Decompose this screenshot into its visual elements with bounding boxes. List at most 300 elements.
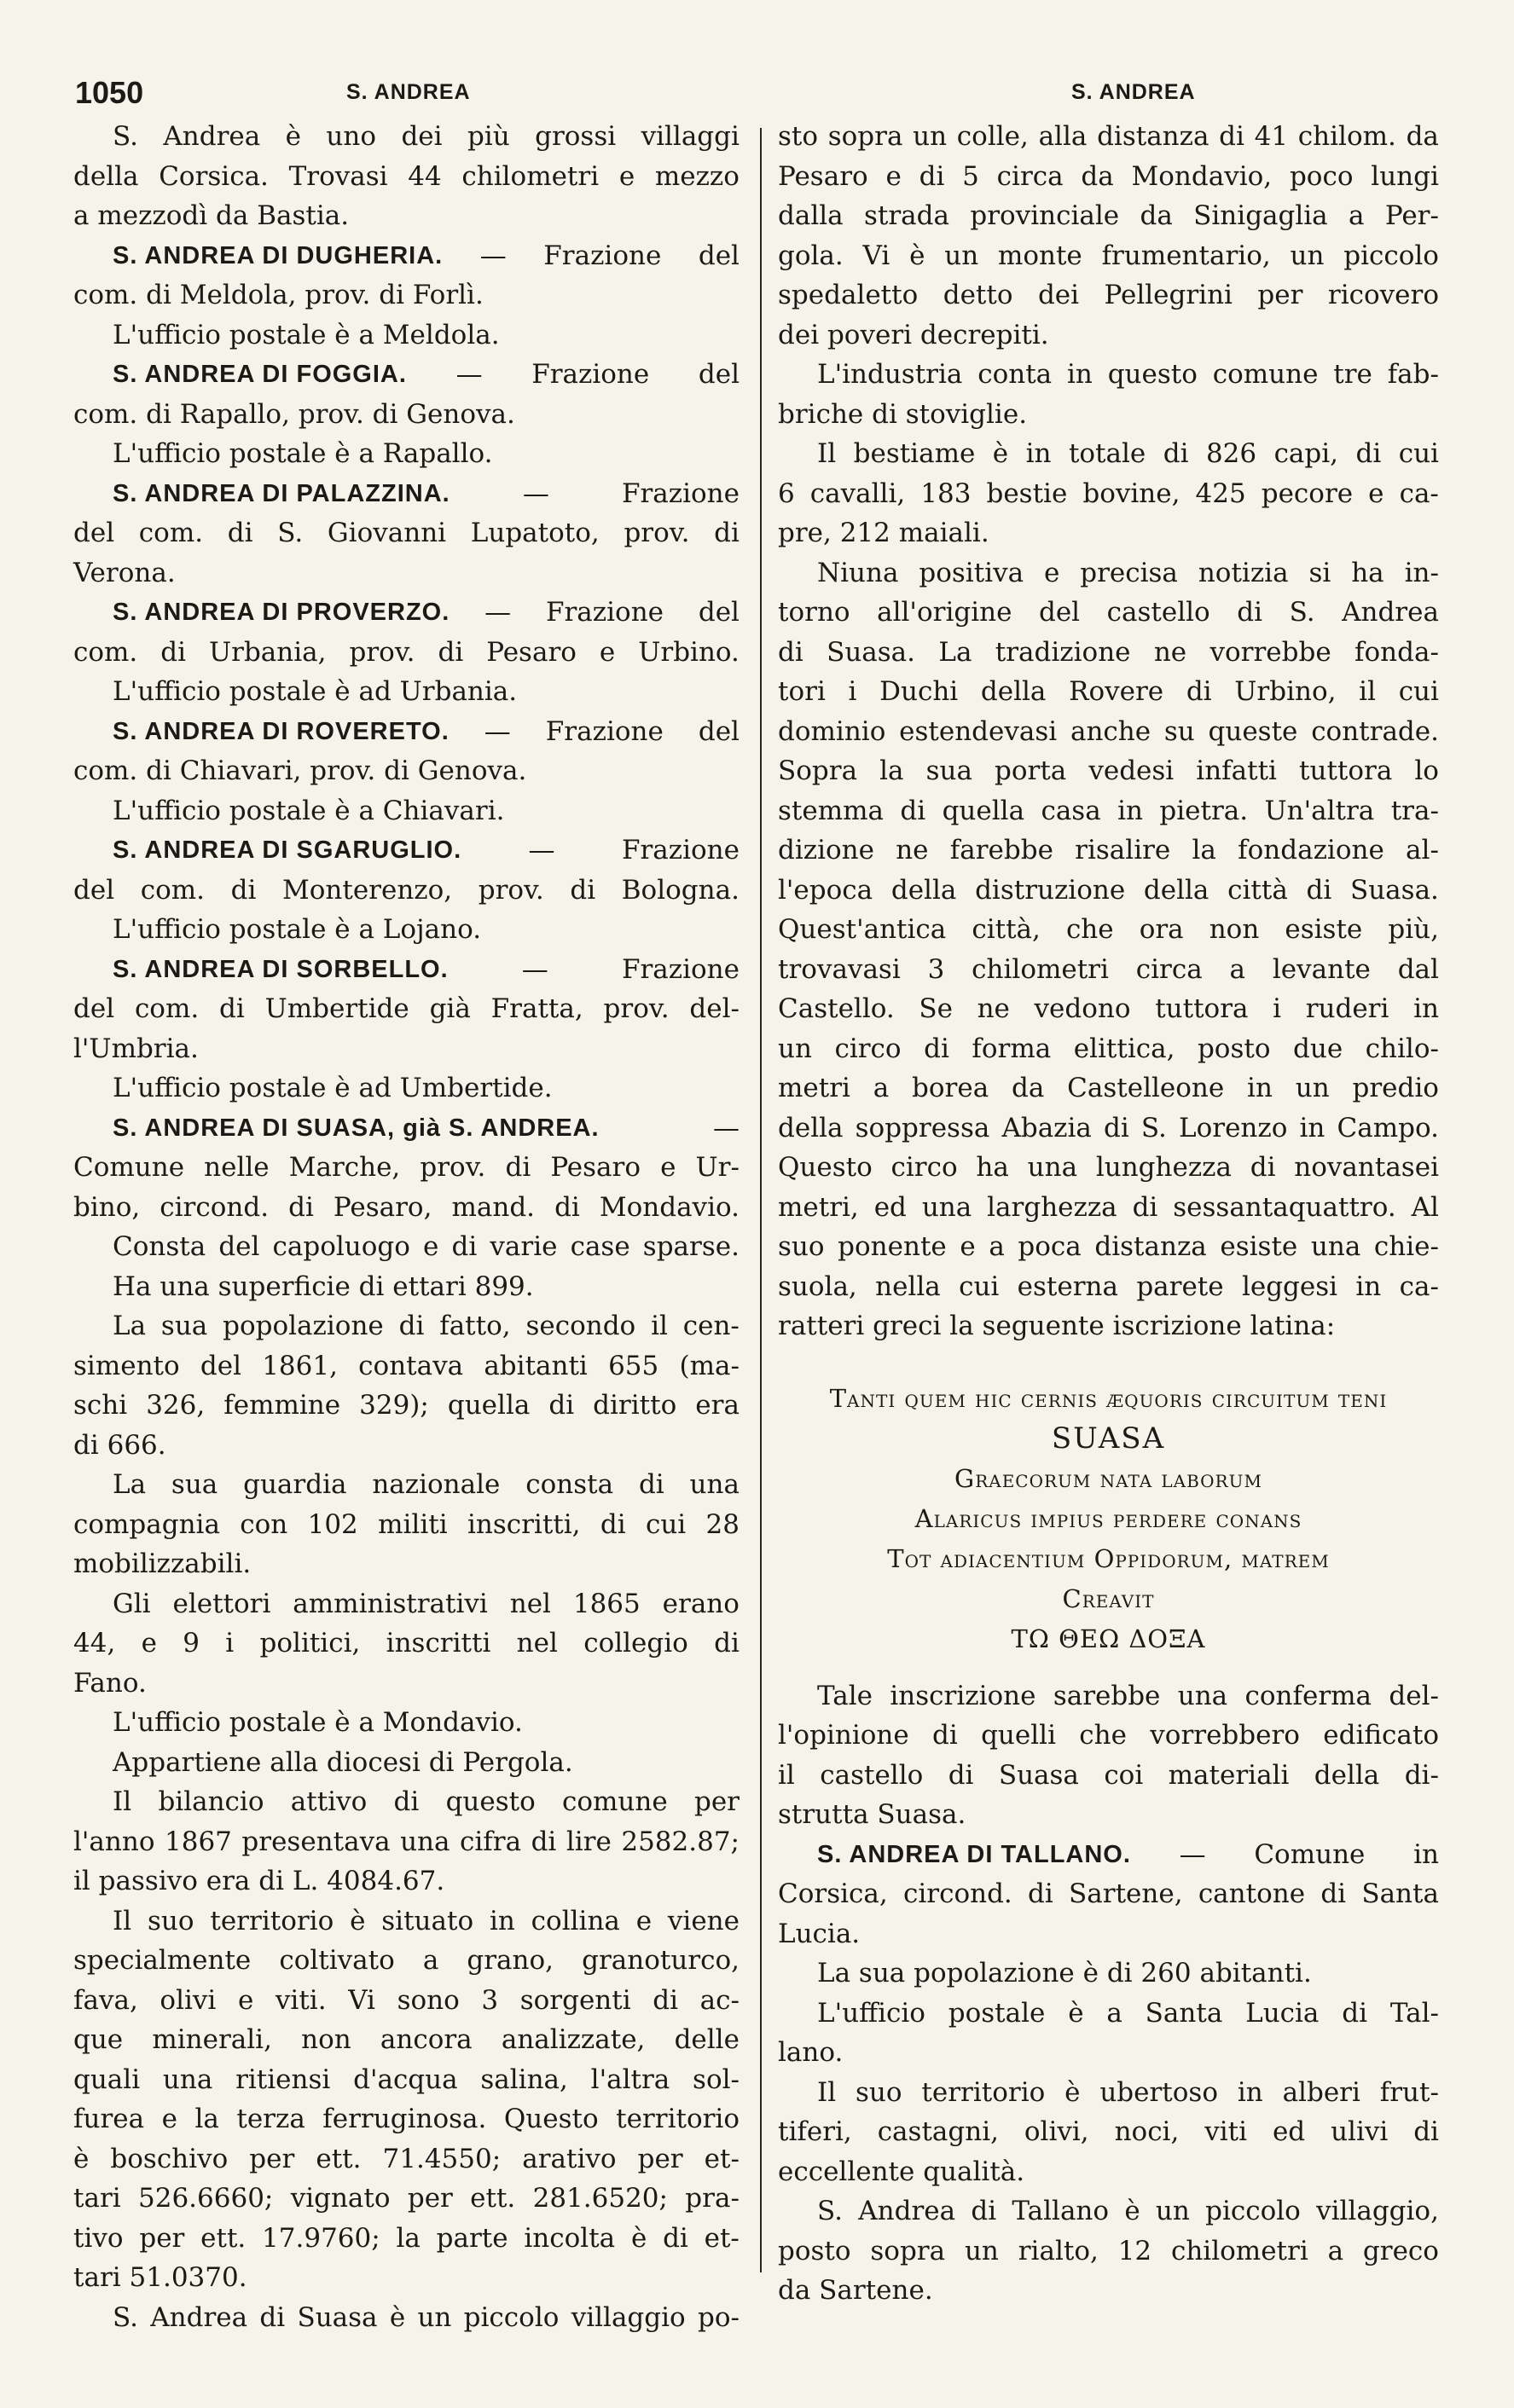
word: di [288,1191,314,1223]
word: e [423,1231,439,1262]
word: conta [977,359,1053,390]
text-line [73,1426,740,1466]
word: cui [645,1508,687,1540]
word: di [531,1826,557,1857]
word: contava [358,1350,464,1381]
text-line [73,1782,740,1822]
word: salina, [480,2064,568,2095]
word: nel [516,1628,558,1658]
word: tori [778,676,826,707]
word: di [160,636,187,668]
text-line [778,1716,1439,1756]
word: cui [1398,438,1439,469]
word: in [1355,1271,1382,1302]
running-head-right: S. ANDREA [1071,80,1196,104]
word: quella [447,1390,531,1421]
word: del [73,874,115,906]
word: e [599,636,616,668]
word: Sinigaglia [1193,200,1328,231]
word: distanza [1094,1231,1207,1262]
text-line [778,791,1439,831]
word: tivo [73,2222,124,2254]
word: 102 [307,1508,358,1540]
text-line [73,1624,740,1664]
word: di [653,1984,679,2016]
entry-text: di 666. [73,1429,166,1461]
word: di [778,636,803,668]
word: un [778,1033,812,1064]
word: del [218,1231,260,1262]
word: femmine [223,1390,341,1421]
word: edificato [1323,1720,1439,1751]
entry-text: Lucia. [778,1918,861,1949]
word: 9 [183,1628,200,1658]
text-line [73,2139,740,2179]
word: capi, [1273,438,1339,469]
text-line [778,712,1439,752]
word: di [230,874,257,906]
entry-text: L'ufficio postale è ad Umbertide. [113,1073,553,1103]
word: di [548,1390,575,1421]
word: bino, [73,1191,141,1223]
word: prov. [420,1152,486,1183]
word: a [1106,1997,1122,2029]
word: a [1327,2235,1344,2266]
word: Quest'antica [778,914,947,945]
word: 425 [1195,478,1246,509]
word: un [1155,2196,1190,2226]
entry-text: L'ufficio postale è a Chiavari. [113,795,505,826]
word: il [651,1311,668,1341]
word: larghezza [987,1191,1117,1223]
word: a [989,1231,1005,1262]
word: torno [778,597,850,628]
word: di [948,1759,974,1791]
word: Consta [113,1231,206,1262]
text-line [73,236,740,276]
word: po- [697,2301,740,2333]
word: sessantaquattro. [1173,1191,1396,1223]
word: Per- [1384,200,1439,231]
text-line [778,474,1439,514]
entry-text: L'ufficio postale è ad Urbania. [113,676,518,707]
word: prov. [624,518,690,548]
word: tre [1333,359,1372,390]
text-line [73,1941,740,1981]
word: grano, [467,1945,554,1976]
entry-text: Appartiene alla diocesi di Pergola. [113,1746,573,1778]
word: Suasa [998,1759,1079,1791]
word: città, [972,914,1041,945]
word: di [663,2222,688,2254]
word: elettori [172,1588,271,1619]
word: sto [778,121,819,152]
word: ora [1139,914,1184,945]
word: viti [1204,2116,1248,2147]
word: — [522,478,549,509]
word: ett. [470,2183,516,2214]
word: territorio [210,1905,334,1936]
text-line [778,196,1439,236]
word: pecore [1261,478,1354,509]
word: Marche, [288,1152,401,1183]
word: fab- [1387,359,1439,390]
word: di [1186,676,1212,707]
word: Frazione [621,953,740,985]
word: postale [948,1997,1046,2029]
inscription-line: Tanti quem hic cernis æquoris circuitum teni [829,1383,1388,1413]
word: lungi [1371,160,1439,192]
word: gola. [778,240,844,271]
word: com. [138,518,204,548]
word: ha [1351,557,1384,588]
word: strada [864,200,949,231]
text-line [778,1994,1439,2034]
word: totale [1068,438,1146,469]
word: ricovero [1327,280,1439,310]
text-line [73,275,740,315]
word: questo [445,1786,536,1817]
word: sua [171,1469,218,1500]
word: un [417,2301,452,2333]
word: Mondavio. [599,1191,740,1223]
word: era [695,1390,740,1421]
word: circo [834,1033,902,1064]
word: S. [1289,597,1315,628]
word: da [1012,1073,1045,1103]
word: predio [1352,1073,1439,1103]
word: Pesaro [486,636,577,668]
word: Lupatoto, [470,518,600,548]
word: di [1342,1997,1367,2029]
word: delle [674,2024,740,2055]
word: posto [778,2235,851,2266]
word: presentava [241,1826,391,1857]
word: ha [976,1152,1009,1183]
word: a [1349,200,1365,231]
entry-text: dei poveri decrepiti. [778,319,1049,350]
text-line [73,1346,740,1386]
word: della [1314,1759,1380,1791]
text-line [778,157,1439,197]
entry-text: — [713,1112,740,1143]
word: di [1104,1112,1129,1143]
word: frut- [1379,2076,1439,2108]
word: 3 [927,953,945,985]
text-line [73,315,740,356]
word: di [1250,1152,1276,1183]
word: su [1163,715,1195,747]
word: furea [73,2104,145,2134]
entry-headword: S. ANDREA DI PALAZZINA. [113,479,450,507]
word: ruderi [1305,993,1389,1024]
text-line [778,633,1439,673]
word: Frazione [545,715,664,747]
word: tiferi, [778,2116,852,2147]
word: Urbino. [638,636,740,668]
entry-text: strutta Suasa. [778,1799,966,1830]
word: Rovere [1069,676,1164,707]
text-line [73,474,740,514]
word: prov. [478,874,544,906]
word: 5 [962,160,979,192]
word: Ur- [695,1152,740,1183]
entry-text: briche di stoviglie. [778,398,1028,430]
word: tradizione [995,636,1131,668]
word: del [698,240,740,271]
word: e [1368,478,1384,509]
word: ne [1153,636,1187,668]
word: è [73,2143,90,2174]
text-line [73,751,740,791]
word: 326, [146,1390,206,1421]
text-line [778,2033,1439,2073]
text-line [778,831,1439,871]
word: in [1025,438,1052,469]
word: del [698,715,740,747]
word: chilo- [1365,1033,1439,1064]
word: si [1308,557,1331,588]
text-line [778,1306,1439,1346]
word: di [570,874,596,906]
word: 526.6660; [138,2183,274,2214]
word: 44, [73,1628,116,1658]
word: è [389,2301,406,2333]
word: esiste [1285,914,1363,945]
text-line [778,1029,1439,1069]
word: contrade. [1311,715,1439,747]
word: che [1079,1720,1127,1751]
word: frumentario, [1101,240,1271,271]
word: conferma [1244,1680,1372,1711]
word: di [219,993,245,1024]
word: levante [1272,953,1371,985]
word: Frazione [545,597,664,628]
text-line [73,2060,740,2100]
word: Santa [1145,1997,1223,2029]
text-line [778,1954,1439,1994]
entry-headword: S. ANDREA DI SGARUGLIO. [113,836,462,864]
word: chilometri [461,160,600,192]
word: sopra [870,2235,946,2266]
word: con [240,1508,288,1540]
inscription-line: Graecorum nata laborum [954,1463,1262,1493]
text-line [778,395,1439,435]
word: ett. [200,2222,247,2254]
word: di [638,1469,664,1500]
word: Il [817,438,837,469]
word: Santa [1361,1878,1439,1909]
word: l'anno [73,1826,155,1857]
word: — [484,715,511,747]
word: è [285,121,302,152]
word: e [1043,557,1060,588]
word: Vi [862,240,890,271]
word: 1867 [165,1826,232,1857]
word: Gli [113,1588,151,1619]
word: militi [378,1508,448,1540]
word: greco [1362,2235,1439,2266]
word: Duchi [879,676,959,707]
word: cantone [1198,1878,1306,1909]
word: Andrea [1342,597,1439,628]
word: ca- [1399,478,1439,509]
inscription-line: Alaricus impius perdere conans [914,1503,1302,1533]
word: 655 [608,1350,659,1381]
word: quella [942,795,1025,826]
word: queste [1208,715,1298,747]
word: ulivi [1331,2116,1389,2147]
word: di- [1404,1759,1439,1791]
word: simento [73,1350,180,1381]
word: a [873,1073,890,1103]
text-line [73,553,740,593]
word: 41 [1254,121,1289,152]
word: Tal- [1389,1997,1439,2029]
word: di [1413,2116,1439,2147]
word: il [778,1759,795,1791]
word: Il [113,1786,132,1817]
word: in- [1404,557,1439,588]
word: ed [1272,2116,1306,2147]
entry-text: L'ufficio postale è a Meldola. [113,319,500,350]
text-line [778,2191,1439,2231]
word: Vi [348,1984,375,2016]
word: castello [1106,597,1210,628]
word: Frazione [543,240,662,271]
word: sol- [693,2064,740,2095]
text-line [778,1227,1439,1267]
word: detto [943,280,1013,310]
text-line [73,1227,740,1267]
word: ferruginosa. [322,2104,487,2134]
word: Urbino, [1234,676,1337,707]
word: Castelleone [1067,1073,1225,1103]
word: è [992,438,1009,469]
word: una [1177,1680,1228,1711]
word: 281.6520; [532,2183,668,2214]
word: suo [856,2076,902,2108]
word: da [1406,121,1439,152]
word: spedaletto [778,280,919,310]
word: estendevasi [899,715,1058,747]
inscription-line: ΤΩ ΘΕΩ ΔΟΞΑ [1011,1624,1206,1653]
text-line [778,236,1439,276]
entry-text: L'ufficio postale è a Lojano. [113,914,482,945]
word: lo [1414,755,1439,786]
inscription-line: Tot adiacentium Oppidorum, matrem [887,1543,1330,1573]
word: tuttora [1155,993,1249,1024]
text-line [73,1267,740,1307]
word: è [1124,2196,1140,2226]
word: 3 [481,1984,499,2016]
word: erano [662,1588,740,1619]
word: Tallano [1012,2196,1110,2226]
word: di [714,1628,740,1658]
text-line [73,712,740,752]
text-line [778,434,1439,474]
word: 1865 [572,1588,641,1619]
text-line [73,434,740,474]
text-line [73,2020,740,2060]
word: mezzo [654,160,740,192]
word: villaggio, [1316,2196,1439,2226]
word: monte [997,240,1082,271]
word: Suasa. [1349,874,1439,906]
word: suo [778,1231,825,1262]
word: la [879,755,904,786]
word: di [451,1231,478,1262]
word: non [301,2024,351,2055]
word: dizione [778,835,874,865]
word: metri, [778,1191,859,1223]
word: parte [436,2222,508,2254]
word: alla [1038,121,1088,152]
word: dal [1397,953,1439,985]
word: Monterenzo, [281,874,453,906]
entry-text: a mezzodì da Bastia. [73,200,350,231]
word: più, [1388,914,1439,945]
text-line [778,1068,1439,1108]
word: com. [134,993,200,1024]
word: S. [817,2196,843,2226]
text-line [73,1148,740,1188]
word: — [521,953,548,985]
word: da [1140,200,1173,231]
entry-text: l'Umbria. [73,1033,199,1064]
word: in [489,1905,515,1936]
word: borea [912,1073,989,1103]
word: sparse. [642,1231,740,1262]
word: comune [562,1786,668,1817]
word: di [259,2301,286,2333]
word: capoluogo [272,1231,410,1262]
word: Suasa [297,2301,378,2333]
word: piccolo [1343,240,1439,271]
word: Castello. [778,993,895,1024]
word: noci, [1114,2116,1180,2147]
word: uno [326,121,377,152]
text-line [73,2258,740,2298]
word: Il [113,1905,132,1936]
text-line [778,989,1439,1029]
word: sorgenti [519,1984,631,2016]
entry-text: L'ufficio postale è a Rapallo. [113,438,493,469]
word: sono [397,1984,460,2016]
entry-headword: S. ANDREA DI SORBELLO. [113,955,449,983]
word: piccolo [1205,2196,1301,2226]
word: S. [113,121,138,152]
word: suola, [778,1271,857,1302]
entry-text: tari 51.0370. [73,2262,247,2293]
word: politici, [259,1628,361,1658]
word: risalire [1075,835,1171,865]
word: di [438,636,464,668]
text-line [778,1108,1439,1149]
text-line [778,1267,1439,1307]
word: prov. [603,993,670,1024]
word: l'altra [590,2064,670,2095]
word: una [1310,1231,1361,1262]
text-line [73,157,740,197]
word: del [698,359,740,390]
word: poca [1018,1231,1082,1262]
word: territorio [921,2076,1046,2108]
word: vorrebbe [1209,636,1331,668]
text-line [778,2073,1439,2113]
word: stemma [778,795,884,826]
word: posto [1197,1033,1271,1064]
